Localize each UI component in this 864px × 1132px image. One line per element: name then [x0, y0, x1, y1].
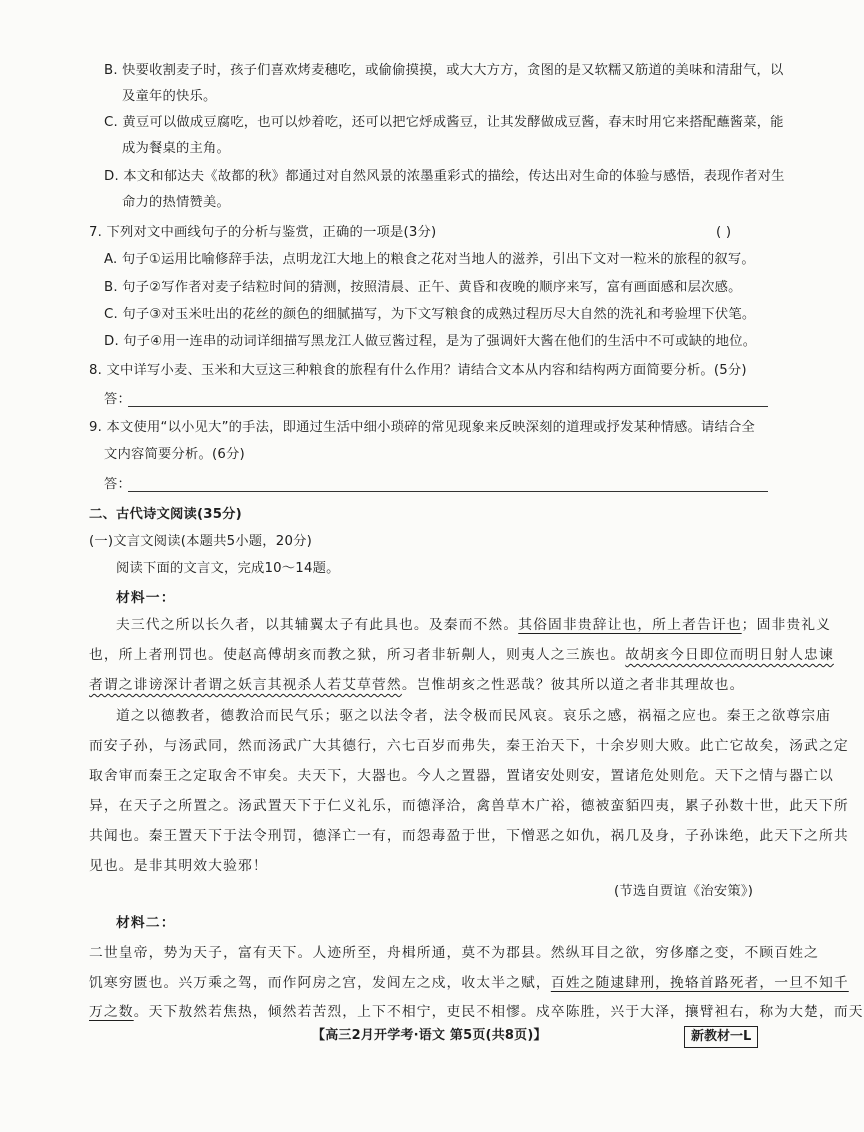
material2-label: 材料二： — [116, 915, 176, 931]
material1-line6: 取舍审而秦王之定取舍不审矣。夫天下，大器也。今人之置器，置诸安处则安，置诸危处则危。天下之情与器亡以 — [89, 768, 834, 784]
q7-answer-bracket[interactable]: ( ) — [716, 225, 732, 240]
material1-line4: 道之以德教者，德教洽而民气乐；驱之以法令者，法令极而民风哀。哀乐之感，祸福之应也。秦王之欲尊宗庙 — [116, 708, 832, 724]
q7-stem: 7. 下列对文中画线句子的分析与鉴赏，正确的一项是(3分) — [89, 225, 437, 240]
q8-answer-line[interactable] — [128, 406, 768, 407]
q8-stem: 8. 文中详写小麦、玉米和大豆这三种粮食的旅程有什么作用？请结合文本从内容和结构两方面简要分析。(5分) — [89, 363, 747, 378]
q6-option-d-line2: 命力的热情赞美。 — [122, 195, 230, 210]
section2-instruction: 阅读下面的文言文，完成10～14题。 — [116, 561, 340, 576]
q8-answer-label: 答： — [104, 392, 131, 407]
q6-option-c-line2: 成为餐桌的主角。 — [122, 141, 230, 156]
section2-title: 二、古代诗文阅读(35分) — [89, 507, 242, 522]
material1-line9: 见也。是非其明效大验邪！ — [89, 858, 268, 874]
q6-option-c-line1: C. 黄豆可以做成豆腐吃，也可以炒着吃，还可以把它烀成酱豆，让其发酵做成豆酱，春末时用它来搭配蘸酱菜，能 — [104, 115, 784, 130]
material2-line3-underlined: 万之数 — [89, 1004, 134, 1020]
q7-option-d: D. 句子④用一连串的动词详细描写黑龙江人做豆酱过程，是为了强调奸大酱在他们的生活中不可或缺的地位。 — [104, 334, 757, 349]
material1-line7: 异，在天子之所置之。汤武置天下于仁义礼乐，而德泽洽，禽兽草木广裕，德被蛮貊四夷，累子孙数十世，此天下所 — [89, 798, 849, 814]
material1-line8: 共闻也。秦王置天下于法令刑罚，德泽亡一有，而怨毒盈于世，下憎恶之如仇，祸几及身，子孙诛绝，此天下之所共 — [89, 828, 849, 844]
q9-stem-line2: 文内容简要分析。(6分) — [104, 447, 245, 462]
q9-answer-line[interactable] — [128, 491, 768, 492]
q9-answer-label: 答： — [104, 477, 131, 492]
material1-line1-text-b: ；固非贵礼义 — [741, 617, 832, 633]
material2-line2-text-a: 饥寒穷匮也。兴万乘之驾，而作阿房之宫，发闾左之戍，收太半之赋， — [89, 975, 551, 991]
material1-line3-wavy: 者谓之诽谤深计者谓之妖言其视杀人若艾草菅然 — [89, 677, 402, 693]
material1-line1-text-a: 夫三代之所以长久者，以其辅翼太子有此具也。及秦而不然。 — [116, 617, 519, 633]
q6-option-b-line2: 及童年的快乐。 — [122, 89, 217, 104]
material1-line2 — [89, 643, 834, 667]
section2-subtitle: (一)文言文阅读(本题共5小题，20分) — [89, 534, 312, 549]
q6-option-d-line1: D. 本文和郁达夫《故都的秋》都通过对自然风景的浓墨重彩式的描绘，传达出对生命的体验与感悟，表现作者对生 — [104, 169, 785, 184]
q6-option-b-line1: B. 快要收割麦子时，孩子们喜欢烤麦穗吃，或偷偷摸摸，或大大方方，贪图的是又软糯又筋道的美味和清甜气，以 — [104, 63, 784, 78]
q7-option-a: A. 句子①运用比喻修辞手法，点明龙江大地上的粮食之花对当地人的滋养，引出下文对一粒米的旅程的叙写。 — [104, 252, 755, 267]
q7-option-c: C. 句子③对玉米吐出的花丝的颜色的细腻描写，为下文写粮食的成熟过程历尽大自然的洗礼和考验埋下伏笔。 — [104, 307, 756, 322]
q9-stem-line1: 9. 本文使用“以小见大”的手法，即通过生活中细小琐碎的常见现象来反映深刻的道理或抒发某种情感。请结合全 — [89, 420, 756, 435]
q7-option-b: B. 句子②写作者对麦子结粒时间的猜测，按照清晨、正午、黄昏和夜晚的顺序来写，富有画面感和层次感。 — [104, 280, 742, 295]
footer-exam-info: 【高三2月开学考·语文 第5页(共8页)】 — [312, 1028, 547, 1043]
footer-edition-badge: 新教材一L — [684, 1026, 758, 1048]
material1-line2-wavy: 故胡亥今日即位而明日射人忠谏 — [625, 647, 834, 663]
material2-line2 — [89, 971, 849, 995]
material1-label: 材料一： — [116, 590, 176, 606]
material1-line3 — [89, 673, 744, 697]
material2-line3 — [89, 1000, 864, 1024]
material1-line1 — [116, 613, 831, 637]
material2-line2-underlined: 百姓之随逮肆刑，挽辂首路死者，一旦不知千 — [550, 975, 849, 991]
material1-line2-text-a: 也，所上者刑罚也。使赵高傅胡亥而教之狱，所习者非斩劓人，则夷人之三族也。 — [89, 647, 626, 663]
material2-line3-text-b: 。天下敖然若焦热，倾然若苦烈，上下不相宁，吏民不相憀。戍卒陈胜，兴于大泽，攘臂袒右，称为大楚，而天 — [133, 1004, 864, 1020]
material1-source: (节选自贾谊《治安策》) — [614, 884, 754, 899]
material1-line3-text-b: 。岂惟胡亥之性恶哉？彼其所以道之者非其理故也。 — [401, 677, 745, 693]
material1-line1-underlined: 其俗固非贵辞让也，所上者告讦也 — [518, 617, 742, 633]
material1-line5: 而安子孙，与汤武同，然而汤武广大其德行，六七百岁而弗失，秦王治天下，十余岁则大败。此亡它故矣，汤武之定 — [89, 738, 849, 754]
material2-line1: 二世皇帝，势为天子，富有天下。人迹所至，舟楫所通，莫不为郡县。然纵耳目之欲，穷侈靡之变，不顾百姓之 — [89, 945, 819, 961]
